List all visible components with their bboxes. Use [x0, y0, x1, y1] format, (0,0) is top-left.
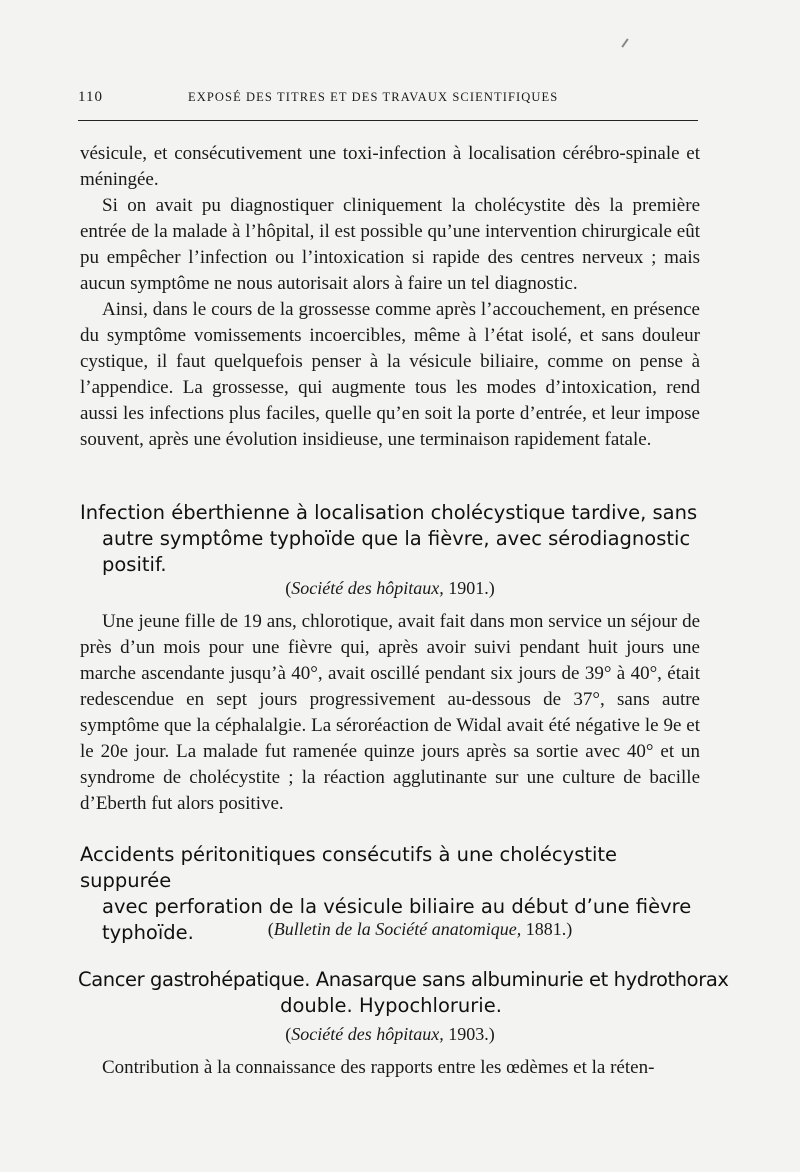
- section-3-body: [80, 1055, 700, 1081]
- intro-text: [80, 141, 700, 453]
- section-2-title-line-1: Accidents péritonitiques consécutifs à une cholécystite suppurée: [80, 843, 618, 892]
- section-2-citation-year: 1881.: [525, 919, 567, 939]
- running-title: EXPOSÉ DES TITRES ET DES TRAVAUX SCIENTIFIQUES: [188, 90, 559, 104]
- section-1-citation: [80, 576, 700, 600]
- running-header: [78, 89, 700, 111]
- header-rule: [78, 120, 698, 121]
- section-2-citation: [110, 917, 730, 941]
- intro-paragraph-1: vésicule, et consécutivement une toxi-infection à localisation cérébro-spinale et méningée.: [80, 143, 700, 190]
- section-3-title-line-1: Cancer gastrohépatique. Anasarque sans albuminurie et hydrothorax: [78, 968, 729, 991]
- section-1-title-line-3: positif.: [102, 553, 167, 576]
- citation-close-paren: ): [488, 578, 495, 598]
- citation-close-paren: ): [488, 1024, 495, 1044]
- section-3-paragraph: Contribution à la connaissance des rapports entre les œdèmes et la réten-: [102, 1057, 655, 1078]
- section-1-title: [80, 500, 702, 578]
- section-1-citation-year: 1901.: [448, 578, 489, 598]
- section-3-title: [78, 967, 729, 1019]
- citation-open-paren: (: [285, 1024, 292, 1044]
- citation-close-paren: ): [566, 919, 573, 939]
- section-1-paragraph: Une jeune fille de 19 ans, chlorotique, avait fait dans mon service un séjour de près d’un mois pour une fièvre qui, après avoir suivi pendant huit jours une marche ascendante jusqu’à 40°, avait oscillé pendant six jours de 39° à 40°, était redescendue en sept jours progressivement au-dessous de 37°, sans autre symptôme que la céphalalgie. La séroréaction de Widal avait été négative le 9e et le 20e jour. La malade fut ramenée quinze jours après sa sortie avec 40° et un syndrome de cholécystite ; la réaction agglutinante sur une culture de bacille d’Eberth fut alors positive.: [80, 611, 700, 814]
- intro-paragraph-3: Ainsi, dans le cours de la grossesse comme après l’accouchement, en présence du symptôme vomissements incoercibles, même à l’état isolé, et sans douleur cystique, il faut quelquefois penser à la vésicule biliaire, comme on pense à l’appendice. La grossesse, qui augmente tous les modes d’intoxication, rend aussi les infections plus faciles, quelle qu’en soit la porte d’entrée, et leur impose souvent, après une évolution insidieuse, une terminaison rapidement fatale.: [80, 299, 700, 450]
- section-3-title-line-2: double. Hypochlorurie.: [280, 994, 502, 1017]
- section-1-title-line-2: autre symptôme typhoïde que la fièvre, avec sérodiagnostic: [102, 527, 691, 550]
- page-number: 110: [78, 89, 103, 105]
- intro-paragraph-2: Si on avait pu diagnostiquer cliniquement la cholécystite dès la première entrée de la malade à l’hôpital, il est possible qu’une intervention chirurgicale eût pu empêcher l’infection ou l’intoxication si rapide des centres nerveux ; mais aucun symptôme ne nous autorisait alors à faire un tel diagnostic.: [80, 195, 700, 294]
- section-3-citation: [80, 1022, 700, 1046]
- section-2-citation-source: Bulletin de la Société anatomique,: [273, 919, 522, 939]
- section-1-body: [80, 609, 700, 817]
- citation-open-paren: (: [285, 578, 292, 598]
- section-3-citation-year: 1903.: [448, 1024, 489, 1044]
- section-2-title-line-3: typhoïde.: [102, 921, 194, 944]
- section-2-title-line-2: avec perforation de la vésicule biliaire au début d’une fièvre: [102, 895, 692, 918]
- section-1-title-line-1: Infection éberthienne à localisation cholécystique tardive, sans: [80, 501, 698, 524]
- section-1-citation-source: Société des hôpitaux,: [291, 578, 444, 598]
- scan-speck: [621, 38, 628, 47]
- section-3-citation-source: Société des hôpitaux,: [291, 1024, 444, 1044]
- citation-open-paren: (: [267, 919, 274, 939]
